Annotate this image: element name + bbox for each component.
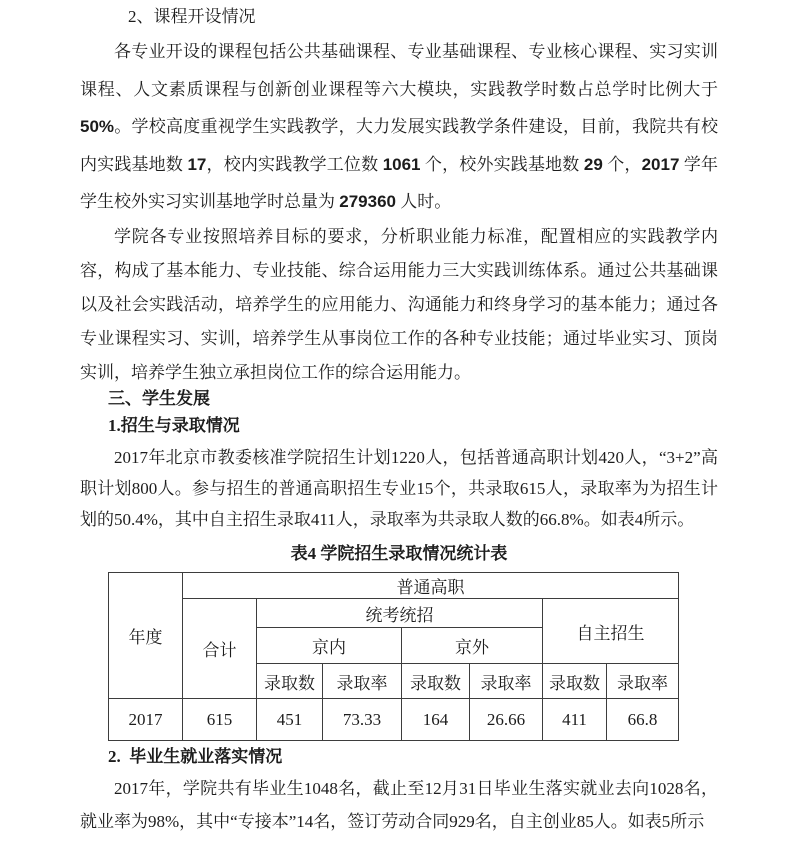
text-run: 学院各专业按照培养目标的要求，分析职业能力标准，配置相应的实践教学内容，构成了基本能力、专业技能、综合运用能力三大实践训练体系。通过公共基础课以及社会实践活动，培养学生的应用能力、沟通能力和终身学习的基本能力；通过各专业课程实习、实训，培养学生从事岗位工作的各种专业技能；通过毕业实习、顶岗实训，培养学生独立承担岗位工作的综合运用能力。 xyxy=(80,227,718,382)
inline-number: 29 xyxy=(583,154,603,174)
cell-bj-rate: 73.33 xyxy=(323,699,402,741)
header-cell-admit-count-bj: 录取数 xyxy=(257,664,323,699)
header-cell-admit-rate-ind: 录取率 xyxy=(607,664,679,699)
paragraph-enrollment-admission xyxy=(80,442,718,535)
cell-total: 615 xyxy=(183,699,257,741)
text-run: 人时。 xyxy=(395,192,452,211)
header-cell-year: 年度 xyxy=(109,573,183,699)
enrollment-statistics-table xyxy=(108,572,679,741)
text-run: 2017年，学院共有毕业生1048名，截止至12月31日毕业生落实就业去向1028名，就业率为98%，其中“专接本”14名，签订劳动合同929名，自主创业85人。如表5所示 xyxy=(80,779,718,831)
heading-enrollment-admission: 1.招生与录取情况 xyxy=(108,416,240,435)
heading-student-development: 三、学生发展 xyxy=(108,389,210,408)
inline-number: 50% xyxy=(80,117,115,136)
header-cell-admit-count-out: 录取数 xyxy=(402,664,470,699)
paragraph-graduate-employment xyxy=(80,772,718,838)
cell-ind-rate: 66.8 xyxy=(607,699,679,741)
header-cell-unified-exam: 统考统招 xyxy=(257,599,543,628)
text-run: 。学校高度重视学生实践教学，大力发展实践教学条件建设，目前，我院共有校内实践基地数 xyxy=(80,117,718,174)
header-cell-independent: 自主招生 xyxy=(543,599,679,664)
header-cell-total: 合计 xyxy=(183,599,257,699)
paragraph-courses-and-practice-bases xyxy=(80,33,723,221)
header-cell-in-beijing: 京内 xyxy=(257,628,402,664)
cell-ind-count: 411 xyxy=(543,699,607,741)
cell-year: 2017 xyxy=(109,699,183,741)
inline-number: 279360 xyxy=(339,192,396,211)
inline-number: 17 xyxy=(187,154,207,174)
heading-graduate-employment: 2. 毕业生就业落实情况 xyxy=(108,747,283,766)
header-cell-outside-beijing: 京外 xyxy=(402,628,543,664)
heading-course-offering: 2、课程开设情况 xyxy=(128,7,256,26)
text-run: ，校内实践教学工位数 xyxy=(206,154,383,174)
table-header-row-2 xyxy=(109,599,679,628)
table-title: 表4 学院招生录取情况统计表 xyxy=(290,544,508,563)
cell-out-rate: 26.66 xyxy=(470,699,543,741)
text-run: 个，校外实践基地数 xyxy=(420,154,584,174)
inline-number: 2017 xyxy=(641,154,680,174)
text-run: 各专业开设的课程包括公共基础课程、专业基础课程、专业核心课程、实习实训课程、人文素质课程与创新创业课程等六大模块，实践教学时数占总学时比例大于 xyxy=(80,42,723,99)
text-run: 2017年北京市教委核准学院招生计划1220人，包括普通高职计划420人，“3+2”高职计划800人。参与招生的普通高职招生专业15个，共录取615人，录取率为为招生计划的50.4%，其中自主招生录取411人，录取率为共录取人数的66.8%。如表4所示。 xyxy=(80,448,718,529)
header-cell-admit-count-ind: 录取数 xyxy=(543,664,607,699)
header-cell-admit-rate-out: 录取率 xyxy=(470,664,543,699)
table-header-row-1 xyxy=(109,573,679,599)
header-cell-regular-vocational: 普通高职 xyxy=(183,573,679,599)
table-data-row xyxy=(109,699,679,741)
text-run: 个， xyxy=(602,154,642,174)
cell-bj-count: 451 xyxy=(257,699,323,741)
paragraph-training-system xyxy=(80,220,718,390)
cell-out-count: 164 xyxy=(402,699,470,741)
header-cell-admit-rate-bj: 录取率 xyxy=(323,664,402,699)
inline-number: 1061 xyxy=(382,154,421,174)
text-run: 学年学生校外实习实训基地学时总量为 xyxy=(80,154,719,211)
